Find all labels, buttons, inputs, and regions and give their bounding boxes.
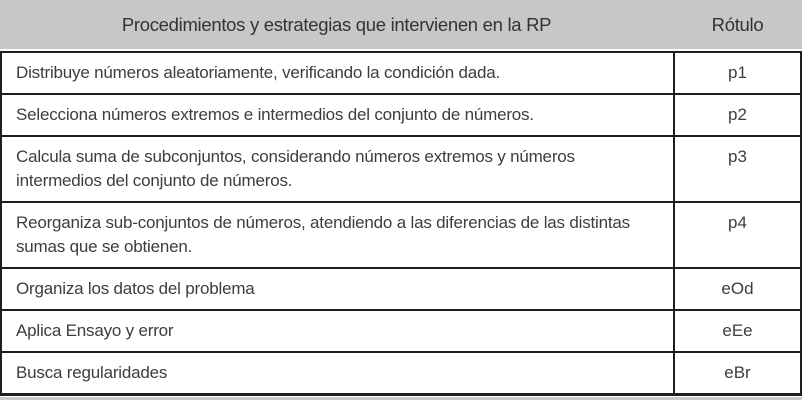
- table-row: [2, 267, 800, 309]
- table-row: [2, 53, 800, 93]
- procedure-description: Selecciona números extremos e intermedios del conjunto de números.: [2, 95, 675, 135]
- header-procedures-title: Procedimientos y estrategias que intervienen en la RP: [121, 13, 552, 35]
- procedure-label: p3: [728, 147, 747, 166]
- procedure-description: Distribuye números aleatoriamente, verificando la condición dada.: [2, 53, 675, 93]
- table-row: [2, 351, 800, 393]
- table-row: [2, 135, 800, 201]
- procedure-description: Aplica Ensayo y error: [2, 311, 675, 351]
- procedure-label: p1: [728, 63, 747, 82]
- table-row: [2, 201, 800, 267]
- procedure-label: eEe: [722, 321, 753, 340]
- table-header-row: [0, 0, 802, 49]
- procedure-label: p4: [728, 213, 747, 232]
- table-row: [2, 93, 800, 135]
- table-row: [2, 309, 800, 351]
- procedure-label: eOd: [721, 279, 754, 298]
- procedures-table: [0, 51, 802, 396]
- procedure-description: Calcula suma de subconjuntos, considerando números extremos y números intermedios del conjunto de números.: [2, 137, 675, 201]
- procedure-description: Reorganiza sub-conjuntos de números, atendiendo a las diferencias de las distintas sumas que se obtienen.: [2, 203, 675, 267]
- bottom-shading-strip: [0, 397, 802, 400]
- procedure-label: eBr: [724, 363, 751, 382]
- procedure-description: Organiza los datos del problema: [2, 269, 675, 309]
- procedure-label: p2: [728, 105, 747, 124]
- procedure-description: Busca regularidades: [2, 353, 675, 393]
- header-rotulo-title: Rótulo: [711, 13, 764, 35]
